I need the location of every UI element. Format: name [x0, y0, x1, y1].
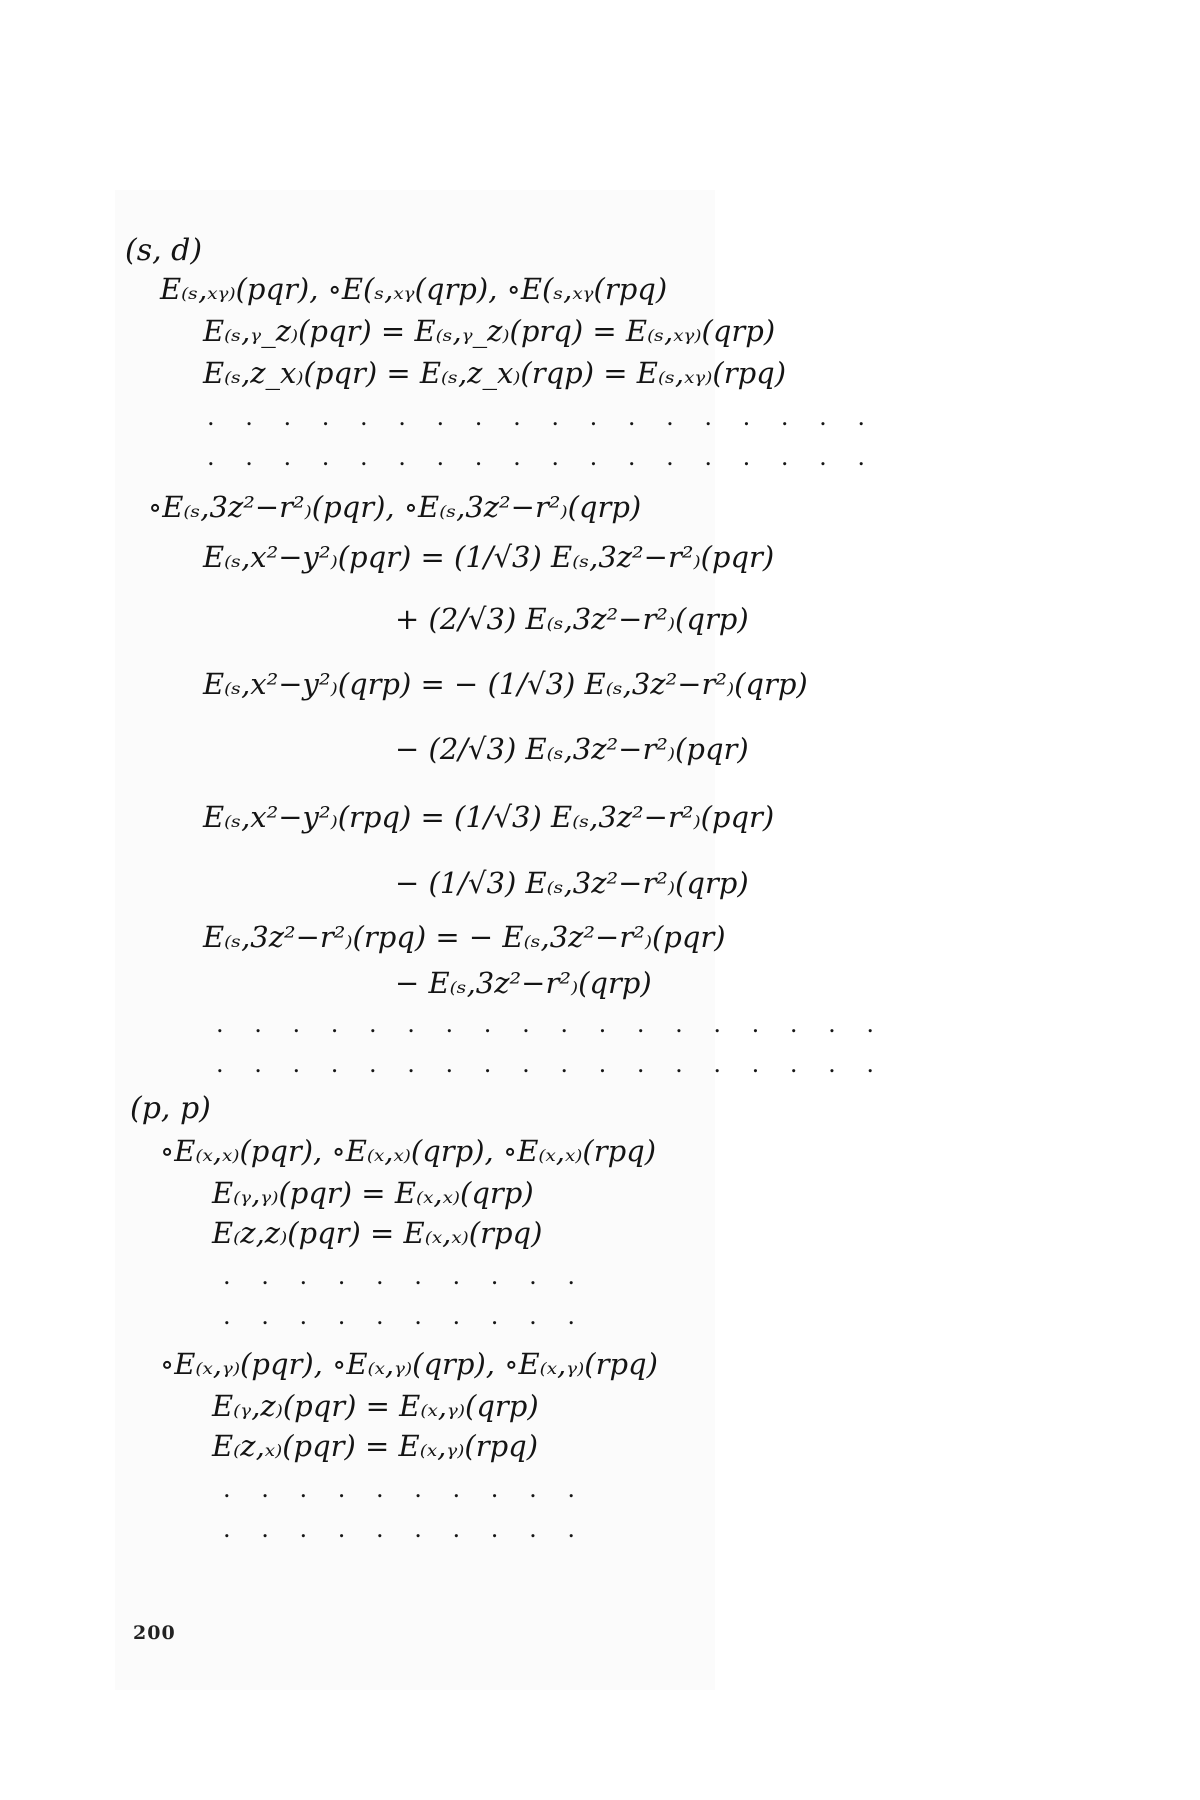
ellipsis-row: . . . . . . . . . . . . . . . . . .: [216, 1050, 886, 1078]
ellipsis-row: . . . . . . . . . .: [223, 1475, 587, 1503]
equation-line: E₍ₛ,ᵧ_z₎(pqr) = E₍ₛ,ᵧ_z₎(prq) = E₍ₛ,ₓᵧ₎(qrp): [203, 314, 776, 348]
equation-line: − (1/√3) E₍ₛ,3z²−r²₎(qrp): [395, 866, 749, 900]
section-heading: (p, p): [130, 1091, 211, 1126]
ellipsis-row: . . . . . . . . . . . . . . . . . .: [216, 1010, 886, 1038]
ellipsis-row: . . . . . . . . . .: [223, 1302, 587, 1330]
equation-line: E₍z,ₓ₎(pqr) = E₍ₓ,ᵧ₎(rpq): [212, 1429, 539, 1463]
equation-line: + (2/√3) E₍ₛ,3z²−r²₎(qrp): [395, 602, 749, 636]
equation-line: E₍ᵧ,ᵧ₎(pqr) = E₍ₓ,ₓ₎(qrp): [212, 1176, 534, 1210]
equation-line: E₍z,z₎(pqr) = E₍ₓ,ₓ₎(rpq): [212, 1216, 543, 1250]
ellipsis-row: . . . . . . . . . .: [223, 1515, 587, 1543]
equation-line: E₍ₛ,z_x₎(pqr) = E₍ₛ,z_x₎(rqp) = E₍ₛ,ₓᵧ₎(rpq): [203, 356, 787, 390]
equation-line: − (2/√3) E₍ₛ,3z²−r²₎(pqr): [395, 732, 749, 766]
equation-line: ∘E₍ₛ,3z²−r²₎(pqr), ∘E₍ₛ,3z²−r²₎(qrp): [148, 490, 642, 524]
equation-line: − E₍ₛ,3z²−r²₎(qrp): [395, 966, 652, 1000]
equation-line: E₍ᵧ,z₎(pqr) = E₍ₓ,ᵧ₎(qrp): [212, 1389, 539, 1423]
equation-line: ∘E₍ₓ,ᵧ₎(pqr), ∘E₍ₓ,ᵧ₎(qrp), ∘E₍ₓ,ᵧ₎(rpq): [160, 1347, 658, 1381]
equation-line: E₍ₛ,x²−y²₎(pqr) = (1/√3) E₍ₛ,3z²−r²₎(pqr): [203, 540, 775, 574]
ellipsis-row: . . . . . . . . . . . . . . . . . .: [207, 443, 877, 471]
ellipsis-row: . . . . . . . . . . . . . . . . . .: [207, 403, 877, 431]
equation-line: ∘E₍ₓ,ₓ₎(pqr), ∘E₍ₓ,ₓ₎(qrp), ∘E₍ₓ,ₓ₎(rpq): [160, 1134, 657, 1168]
equation-line: E₍ₛ,ₓᵧ₎(pqr), ∘E(ₛ,ₓᵧ(qrp), ∘E(ₛ,ₓᵧ(rpq): [160, 272, 668, 306]
equation-line: E₍ₛ,x²−y²₎(rpq) = (1/√3) E₍ₛ,3z²−r²₎(pqr): [203, 800, 775, 834]
page-number: 200: [133, 1622, 176, 1644]
equation-line: E₍ₛ,x²−y²₎(qrp) = − (1/√3) E₍ₛ,3z²−r²₎(qrp): [203, 667, 808, 701]
equation-line: E₍ₛ,3z²−r²₎(rpq) = − E₍ₛ,3z²−r²₎(pqr): [203, 920, 726, 954]
ellipsis-row: . . . . . . . . . .: [223, 1262, 587, 1290]
section-heading: (s, d): [125, 233, 203, 268]
